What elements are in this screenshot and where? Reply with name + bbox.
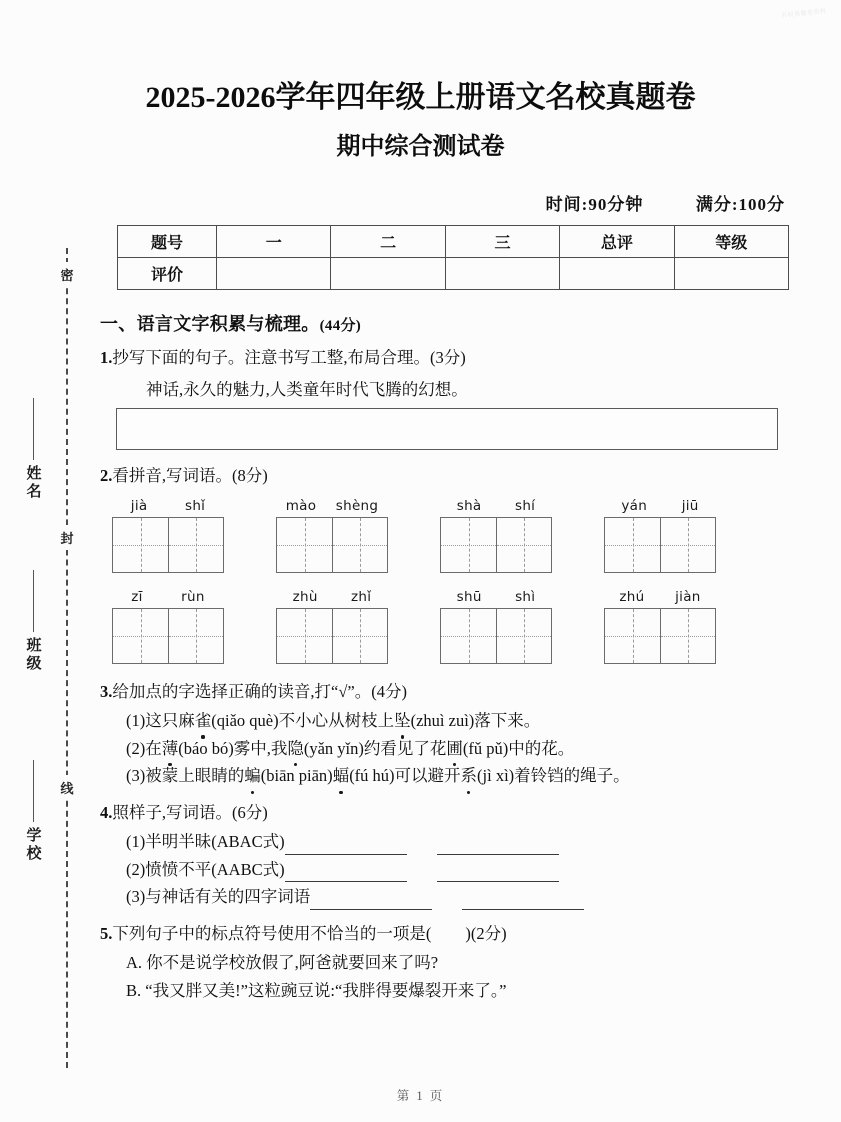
item-text: 半明半昧(ABAC式) <box>145 831 285 851</box>
exam-content <box>100 310 800 1007</box>
pinyin-1: jià <box>130 497 148 514</box>
item-seg: (jì xì)着铃铛的绳子。 <box>477 766 630 786</box>
tianzige-cell[interactable] <box>113 518 168 572</box>
dotted-char: 蝠 <box>333 764 350 789</box>
dotted-char: 雀 <box>195 709 212 734</box>
item-index: (3) <box>126 766 146 786</box>
watermark: 名校真题卷资料 <box>781 8 828 20</box>
dotted-char: 系 <box>461 764 478 789</box>
score-table <box>117 225 789 290</box>
field-label-class: 班级 <box>24 637 42 673</box>
pinyin-1: shà <box>456 497 482 514</box>
answer-blank[interactable] <box>437 839 559 855</box>
field-student-name[interactable] <box>18 398 48 501</box>
option-letter: B. <box>126 980 142 1000</box>
field-label-name: 姓名 <box>24 465 42 501</box>
answer-blank[interactable] <box>462 894 584 910</box>
total-score-label: 满分:100分 <box>695 195 785 214</box>
question-1-prompt <box>100 346 800 370</box>
tianzige-box[interactable] <box>276 517 388 573</box>
tianzige-box[interactable] <box>604 517 716 573</box>
pinyin-1: zī <box>131 588 143 605</box>
dotted-char: 坠 <box>394 709 411 734</box>
item-index: (1) <box>126 831 146 851</box>
item-seg: 被蒙上眼睛的 <box>145 766 245 786</box>
tianzige-cell[interactable] <box>277 518 332 572</box>
dotted-char: 隐 <box>287 737 304 762</box>
section-heading-text: 一、语言文字积累与梳理。 <box>100 314 320 334</box>
item-index: (2) <box>126 859 146 879</box>
option-letter: A. <box>126 953 143 973</box>
item-seg: (yǎn yǐn)约看见了花 <box>303 738 447 758</box>
pinyin-2: shí <box>514 497 536 514</box>
pinyin-2: shèng <box>335 497 379 514</box>
question-3-item-2[interactable] <box>100 737 800 762</box>
cell-head-3: 三 <box>445 226 559 258</box>
table-row <box>118 258 789 290</box>
answer-blank[interactable] <box>285 839 407 855</box>
question-3-prompt <box>100 680 800 704</box>
item-index: (2) <box>126 738 146 758</box>
answer-blank[interactable] <box>437 866 559 882</box>
tianzige-cell[interactable] <box>660 518 715 572</box>
item-text: 愤愤不平(AABC式) <box>145 859 285 879</box>
pinyin-grid-item <box>604 498 716 573</box>
page-footer: 第 1 页 <box>396 1089 445 1103</box>
field-label-school: 学校 <box>24 827 42 863</box>
pinyin-grid-item <box>276 589 388 664</box>
section-heading <box>100 310 800 336</box>
field-class[interactable] <box>18 570 48 673</box>
tianzige-cell[interactable] <box>332 518 387 572</box>
question-4-number: 4. <box>100 803 113 823</box>
seal-char-mi: 密 <box>58 262 76 287</box>
pinyin-grid-row-1 <box>100 498 800 573</box>
question-2-prompt <box>100 464 800 488</box>
question-2-text: 看拼音,写词语。(8分) <box>112 465 268 485</box>
seal-char-xian: 线 <box>58 775 76 800</box>
tianzige-cell[interactable] <box>496 518 551 572</box>
exam-meta <box>546 190 785 215</box>
field-school[interactable] <box>18 760 48 863</box>
item-seg: 这只麻 <box>145 710 195 730</box>
pinyin-2: rùn <box>181 588 205 605</box>
table-row <box>118 226 789 258</box>
pinyin-labels <box>276 589 388 605</box>
item-seg: 在 <box>145 738 162 758</box>
tianzige-box[interactable] <box>440 517 552 573</box>
option-text: 你不是说学校放假了,阿爸就要回来了吗? <box>146 953 439 973</box>
seal-char-feng: 封 <box>58 525 76 550</box>
question-4-item-2 <box>100 858 800 883</box>
cell-eval-1[interactable] <box>217 258 331 290</box>
cell-eval-2[interactable] <box>331 258 445 290</box>
pinyin-labels <box>440 589 552 605</box>
pinyin-grid-row-2 <box>100 589 800 664</box>
tianzige-cell[interactable] <box>277 609 332 663</box>
tianzige-box[interactable] <box>604 608 716 664</box>
answer-blank[interactable] <box>310 894 432 910</box>
question-1-answer-box[interactable] <box>116 408 778 450</box>
item-index: (3) <box>126 887 146 907</box>
sealing-dashed-line <box>66 248 68 1068</box>
question-5-points: )(2分) <box>465 924 507 944</box>
pinyin-2: jiàn <box>675 588 701 605</box>
cell-head-1: 一 <box>217 226 331 258</box>
pinyin-2: zhǐ <box>351 588 372 605</box>
question-5-option-a[interactable] <box>100 951 800 976</box>
pinyin-2: jiū <box>681 497 699 514</box>
tianzige-cell[interactable] <box>332 609 387 663</box>
tianzige-cell[interactable] <box>168 518 223 572</box>
page-subtitle: 期中综合测试卷 <box>336 134 505 160</box>
pinyin-grid-item <box>440 589 552 664</box>
pinyin-2: shǐ <box>184 497 206 514</box>
question-3-number: 3. <box>100 681 113 701</box>
cell-eval-total[interactable] <box>560 258 674 290</box>
pinyin-2: shì <box>515 588 536 605</box>
school-write-rule <box>33 760 34 822</box>
section-points: (44分) <box>319 318 362 334</box>
tianzige-cell[interactable] <box>605 609 660 663</box>
question-4-prompt <box>100 801 800 825</box>
cell-eval-label: 评价 <box>118 258 217 290</box>
question-1-number: 1. <box>100 348 113 367</box>
pinyin-labels <box>276 498 388 514</box>
item-seg: (fú hú)可以避开 <box>349 766 461 786</box>
dotted-char: 圃 <box>446 737 463 762</box>
question-5-text: 下列句子中的标点符号使用不恰当的一项是( <box>112 924 432 944</box>
item-seg: (biān piān) <box>260 766 333 786</box>
tianzige-cell[interactable] <box>605 518 660 572</box>
item-seg: (qiǎo què)不小心从树枝上 <box>211 710 395 730</box>
dotted-char: 蝙 <box>244 764 261 789</box>
tianzige-box[interactable] <box>112 517 224 573</box>
pinyin-1: mào <box>285 497 317 514</box>
page-title: 2025-2026学年四年级上册语文名校真题卷 <box>145 81 696 114</box>
tianzige-cell[interactable] <box>660 609 715 663</box>
cell-head-label: 题号 <box>118 226 217 258</box>
item-text: 与神话有关的四字词语 <box>145 887 311 907</box>
question-1-text: 抄写下面的句子。注意书写工整,布局合理。(3分) <box>112 348 466 367</box>
question-1-sentence: 神话,永久的魅力,人类童年时代飞腾的幻想。 <box>146 379 468 399</box>
question-4-item-1 <box>100 830 800 855</box>
question-2-number: 2. <box>100 465 113 485</box>
question-5-number: 5. <box>100 924 113 944</box>
pinyin-grid-item <box>112 589 224 664</box>
item-seg: (fǔ pǔ)中的花。 <box>462 738 575 758</box>
class-write-rule <box>33 570 34 632</box>
item-seg: (zhuì zuì)落下来。 <box>410 710 541 730</box>
pinyin-grid-item <box>440 498 552 573</box>
tianzige-cell[interactable] <box>168 609 223 663</box>
question-3-text: 给加点的字选择正确的读音,打“√”。(4分) <box>112 681 407 701</box>
pinyin-1: shū <box>456 588 482 605</box>
answer-blank[interactable] <box>285 866 407 882</box>
cell-eval-grade[interactable] <box>674 258 788 290</box>
name-write-rule <box>33 398 34 460</box>
tianzige-cell[interactable] <box>496 609 551 663</box>
pinyin-1: zhù <box>292 588 318 605</box>
item-index: (1) <box>126 710 146 730</box>
time-label: 时间:90分钟 <box>545 195 644 214</box>
pinyin-grid-item <box>112 498 224 573</box>
cell-eval-3[interactable] <box>445 258 559 290</box>
pinyin-labels <box>604 589 716 605</box>
cell-head-2: 二 <box>331 226 445 258</box>
dotted-char: 薄 <box>162 737 179 762</box>
tianzige-cell[interactable] <box>441 518 496 572</box>
tianzige-box[interactable] <box>440 608 552 664</box>
question-4-item-3 <box>100 885 800 910</box>
question-5-prompt <box>100 922 800 946</box>
cell-head-grade: 等级 <box>674 226 788 258</box>
item-seg: (báo bó)雾中,我 <box>178 738 288 758</box>
tianzige-cell[interactable] <box>113 609 168 663</box>
pinyin-labels <box>604 498 716 514</box>
pinyin-grid-item <box>604 589 716 664</box>
pinyin-grid-item <box>276 498 388 573</box>
cell-head-total: 总评 <box>560 226 674 258</box>
pinyin-labels <box>440 498 552 514</box>
pinyin-labels <box>112 498 224 514</box>
pinyin-1: yán <box>621 497 648 514</box>
question-3-item-3[interactable] <box>100 764 800 789</box>
option-text: “我又胖又美!”这粒豌豆说:“我胖得要爆裂开来了。” <box>145 980 507 1000</box>
tianzige-cell[interactable] <box>441 609 496 663</box>
tianzige-box[interactable] <box>112 608 224 664</box>
question-5-option-b[interactable] <box>100 979 800 1004</box>
question-3-item-1[interactable] <box>100 709 800 734</box>
pinyin-1: zhú <box>619 588 645 605</box>
tianzige-box[interactable] <box>276 608 388 664</box>
question-4-text: 照样子,写词语。(6分) <box>112 803 268 823</box>
pinyin-labels <box>112 589 224 605</box>
